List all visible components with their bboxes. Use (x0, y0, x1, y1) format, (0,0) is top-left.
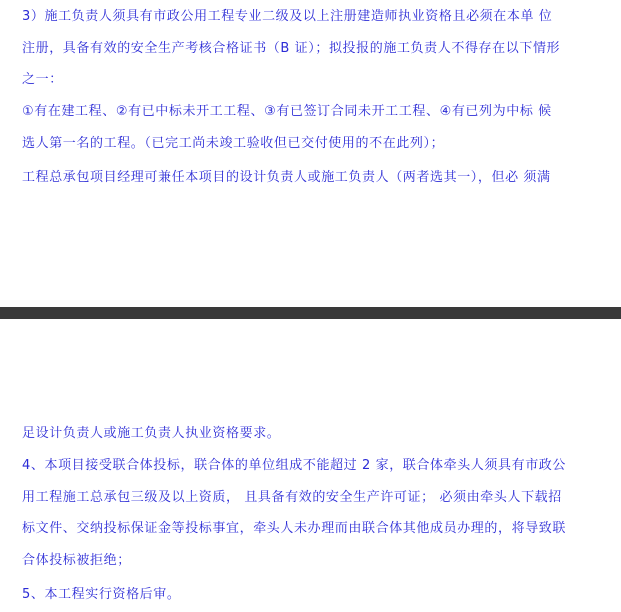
paragraph-line: 用工程施工总承包三级及以上资质， 且具备有效的安全生产许可证； 必须由牵头人下载招 (22, 490, 562, 505)
paragraph-line: 注册，具备有效的安全生产考核合格证书（B 证）；拟投报的施工负责人不得存在以下情形 (22, 41, 561, 56)
page-break-divider (0, 307, 621, 319)
document-page-bottom (0, 319, 621, 612)
paragraph-line: 4、本项目接受联合体投标，联合体的单位组成不能超过 2 家，联合体牵头人须具有市政公 (22, 458, 567, 473)
paragraph-line: 选人第一名的工程。（已完工尚未竣工验收但已交付使用的不在此列）； (22, 136, 445, 151)
paragraph-line: 工程总承包项目经理可兼任本项目的设计负责人或施工负责人（两者选其一），但必 须满 (22, 170, 551, 185)
paragraph-line: 3）施工负责人须具有市政公用工程专业二级及以上注册建造师执业资格且必须在本单 位 (22, 9, 553, 24)
paragraph-line: 之一： (22, 72, 63, 87)
paragraph-line: 5、本工程实行资格后审。 (22, 587, 181, 602)
paragraph-line: ①有在建工程、②有已中标未开工工程、③有已签订合同未开工工程、④有已列为中标 候 (22, 104, 552, 119)
paragraph-line: 标文件、交纳投标保证金等投标事宜，牵头人未办理而由联合体其他成员办理的，将导致联 (22, 521, 567, 536)
paragraph-line: 足设计负责人或施工负责人执业资格要求。 (22, 426, 281, 441)
paragraph-line: 合体投标被拒绝； (22, 553, 131, 568)
